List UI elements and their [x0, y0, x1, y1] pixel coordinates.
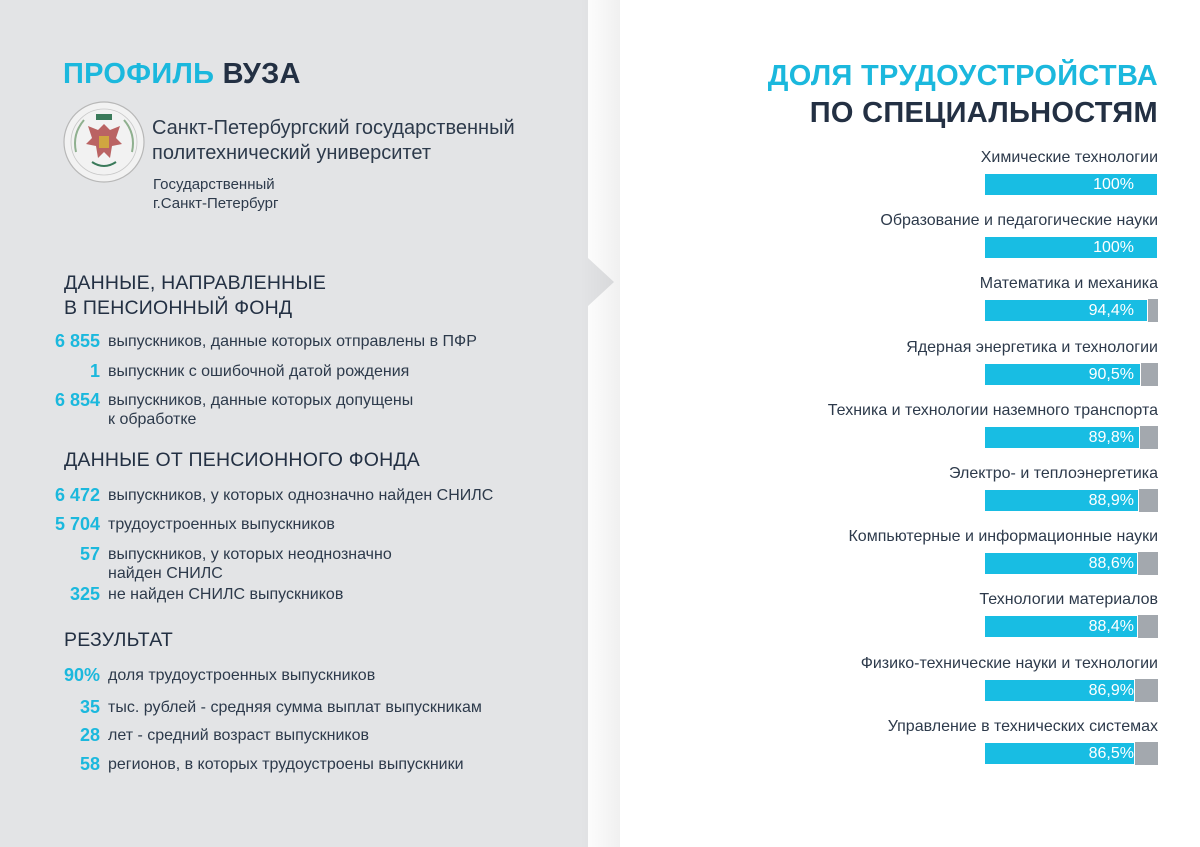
- section-title-result: РЕЗУЛЬТАТ: [64, 629, 173, 651]
- bar-value-label: 86,9%: [1088, 681, 1134, 699]
- stat-item: 5 704 трудоустроенных выпускников: [54, 514, 335, 534]
- bar-value-label: 100%: [1093, 176, 1134, 193]
- section-title-sent-to-pfr: ДАННЫЕ, НАПРАВЛЕННЫЕ В ПЕНСИОННЫЙ ФОНД: [64, 272, 327, 319]
- stat-item: 6 472 выпускников, у которых однозначно найден СНИЛС: [54, 485, 494, 505]
- bar-category-label: Компьютерные и информационные науки: [848, 528, 1158, 546]
- bar-track: [984, 426, 1158, 449]
- profile-title-part2: ВУЗА: [222, 58, 301, 90]
- bar-track: [984, 552, 1158, 575]
- profile-title-part1: ПРОФИЛЬ: [63, 58, 215, 90]
- bar-track: [984, 489, 1158, 512]
- bar-track: [984, 299, 1158, 322]
- bar-category-label: Техника и технологии наземного транспорта: [827, 401, 1158, 419]
- university-emblem-icon: [62, 100, 146, 184]
- bar-track: [984, 615, 1158, 638]
- bar-category-label: Ядерная энергетика и технологии: [906, 338, 1158, 356]
- university-name: Санкт-Петербургский государственный политехнический университет: [152, 117, 515, 164]
- bar-track: [984, 363, 1158, 386]
- university-type: Государственный: [153, 176, 275, 193]
- bar-value-label: 88,9%: [1088, 492, 1134, 509]
- university-city: г.Санкт-Петербург: [153, 195, 279, 212]
- stat-item: 35 тыс. рублей - средняя сумма выплат выпускникам: [79, 697, 482, 717]
- stat-item: 6 855 выпускников, данные которых отправлены в ПФР: [54, 331, 477, 351]
- bar-category-label: Образование и педагогические науки: [880, 212, 1158, 230]
- bar-track: [984, 742, 1158, 765]
- stat-item: 1 выпускник с ошибочной датой рождения: [89, 361, 410, 381]
- bar-category-label: Химические технологии: [980, 149, 1158, 166]
- bar-category-label: Математика и механика: [979, 275, 1158, 293]
- bar-value-label: 88,6%: [1088, 555, 1134, 573]
- bar-value-label: 88,4%: [1088, 618, 1134, 636]
- university-meta: [153, 175, 278, 213]
- stat-item: 6 854 выпускников, данные которых допущены к обработке: [54, 390, 414, 428]
- profile-title: [63, 58, 301, 91]
- bar-track: [984, 173, 1158, 196]
- bar-value-label: 94,4%: [1088, 302, 1134, 320]
- employment-title: ДОЛЯ ТРУДОУСТРОЙСТВА ПО СПЕЦИАЛЬНОСТЯМ: [767, 60, 1158, 129]
- bar-category-label: Электро- и теплоэнергетика: [949, 465, 1158, 482]
- stat-item: 90% доля трудоустроенных выпускников: [63, 665, 376, 685]
- stat-item: 325 не найден СНИЛС выпускников: [69, 584, 344, 604]
- bar-category-label: Управление в технических системах: [887, 717, 1158, 735]
- bar-category-label: Технологии материалов: [979, 591, 1158, 609]
- bar-value-label: 89,8%: [1088, 428, 1134, 446]
- stat-item: 28 лет - средний возраст выпускников: [79, 725, 369, 745]
- bar-value-label: 86,5%: [1088, 744, 1134, 762]
- bar-track: [984, 679, 1158, 702]
- bar-category-label: Физико-технические науки и технологии: [860, 654, 1158, 672]
- bar-value-label: 100%: [1093, 239, 1134, 257]
- stat-item: 57 выпускников, у которых неоднозначно найден СНИЛС: [79, 544, 392, 582]
- section-title-from-pfr: ДАННЫЕ ОТ ПЕНСИОННОГО ФОНДА: [64, 449, 420, 471]
- stat-item: 58 регионов, в которых трудоустроены выпускники: [79, 754, 464, 774]
- bar-track: [984, 236, 1158, 259]
- bar-value-label: 90,5%: [1088, 365, 1134, 383]
